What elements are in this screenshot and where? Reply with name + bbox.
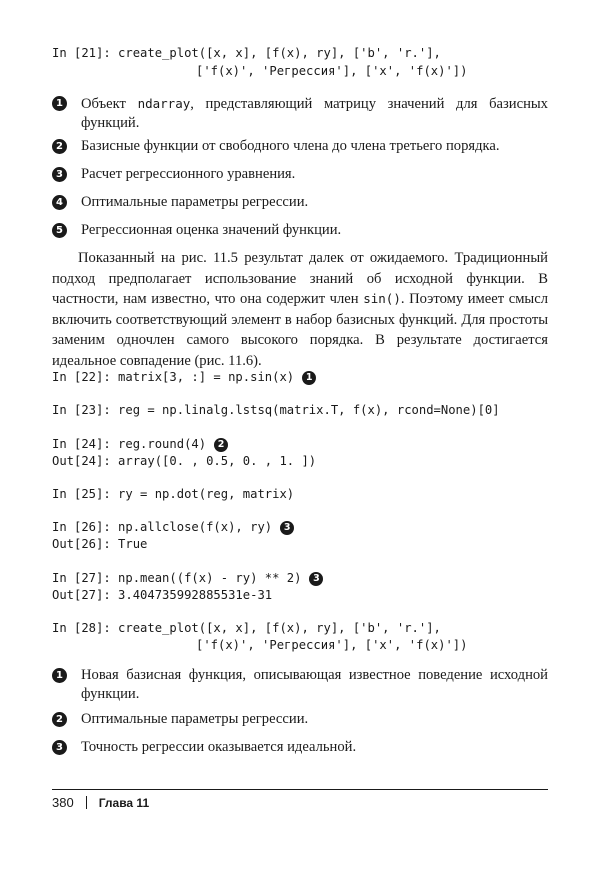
callout-text: Оптимальные параметры регрессии. — [81, 194, 309, 210]
code-cell-21-line-2: ['f(x)', 'Регрессия'], ['x', 'f(x)']) — [196, 64, 468, 78]
code-callout-badge: 3 — [309, 572, 323, 586]
callout-number-badge: 1 — [52, 96, 67, 111]
callout-number-badge: 2 — [52, 712, 67, 727]
code-cell-27-output: Out[27]: 3.404735992885531e-31 — [52, 588, 273, 602]
code-cell-28-line-2: ['f(x)', 'Регрессия'], ['x', 'f(x)']) — [196, 638, 468, 652]
callout-number-badge: 1 — [52, 668, 67, 683]
code-callout-badge: 2 — [214, 438, 228, 452]
callout-number-badge: 2 — [52, 139, 67, 154]
footer-divider — [52, 789, 548, 790]
callout-number-badge: 5 — [52, 223, 67, 238]
callout-text: Точность регрессии оказывается идеальной. — [81, 739, 357, 755]
callout-number-badge: 3 — [52, 740, 67, 755]
callout-top-3 — [52, 165, 548, 184]
callout-bottom-3 — [52, 738, 548, 757]
code-cell-28-line-1: In [28]: create_plot([x, x], [f(x), ry], ['b', 'r.'], — [52, 621, 441, 635]
code-cell-21-line-1: In [21]: create_plot([x, x], [f(x), ry], ['b', 'r.'], — [52, 46, 441, 60]
code-cell-24-input: In [24]: reg.round(4) 2 — [52, 436, 228, 453]
inline-code: ndarray — [137, 96, 191, 111]
code-cell-23: In [23]: reg = np.linalg.lstsq(matrix.T, f(x), rcond=None)[0] — [52, 403, 500, 417]
chapter-label: Глава 11 — [98, 796, 150, 810]
callout-top-5 — [52, 221, 548, 240]
code-callout-badge: 3 — [280, 521, 294, 535]
code-cell-26-output: Out[26]: True — [52, 537, 148, 551]
code-callout-badge: 1 — [302, 371, 316, 385]
code-cell-25: In [25]: ry = np.dot(reg, matrix) — [52, 487, 295, 501]
callout-text: Объект ndarray, представляющий матрицу значений для базисных функций. — [81, 96, 548, 131]
code-cell-22: In [22]: matrix[3, :] = np.sin(x) 1 — [52, 369, 316, 386]
callout-text: Новая базисная функция, описывающая известное поведение исходной функции. — [81, 667, 548, 702]
code-cell-27-input: In [27]: np.mean((f(x) - ry) ** 2) 3 — [52, 570, 323, 587]
callout-bottom-1 — [52, 666, 548, 704]
callout-text: Расчет регрессионного уравнения. — [81, 166, 296, 182]
callout-text: Оптимальные параметры регрессии. — [81, 711, 309, 727]
code-cell-24-output: Out[24]: array([0. , 0.5, 0. , 1. ]) — [52, 454, 317, 468]
callout-bottom-2 — [52, 710, 548, 729]
callout-number-badge: 3 — [52, 167, 67, 182]
footer-separator — [86, 796, 87, 809]
callout-text: Регрессионная оценка значений функции. — [81, 222, 342, 238]
inline-code: sin() — [363, 291, 401, 307]
body-paragraph: Показанный на рис. 11.5 результат далек от ожидаемого. Традиционный подход предполагает использование знаний об исходной функции. В частности, нам известно, что она содержит член sin(). Поэтому имеет смысл включить соответствующий элемент в набор базисных функций. Для простоты заменим одночлен самого высокого порядка. В результате достигается идеальное совпадение (рис. 11.6). — [52, 250, 549, 369]
callout-top-1 — [52, 94, 548, 133]
page-number: 380 — [52, 795, 74, 810]
callout-number-badge: 4 — [52, 195, 67, 210]
callout-top-4 — [52, 193, 548, 212]
code-cell-26-input: In [26]: np.allclose(f(x), ry) 3 — [52, 519, 294, 536]
callout-text: Базисные функции от свободного члена до члена третьего порядка. — [81, 138, 500, 154]
callout-top-2 — [52, 137, 548, 156]
page-footer — [52, 795, 149, 810]
